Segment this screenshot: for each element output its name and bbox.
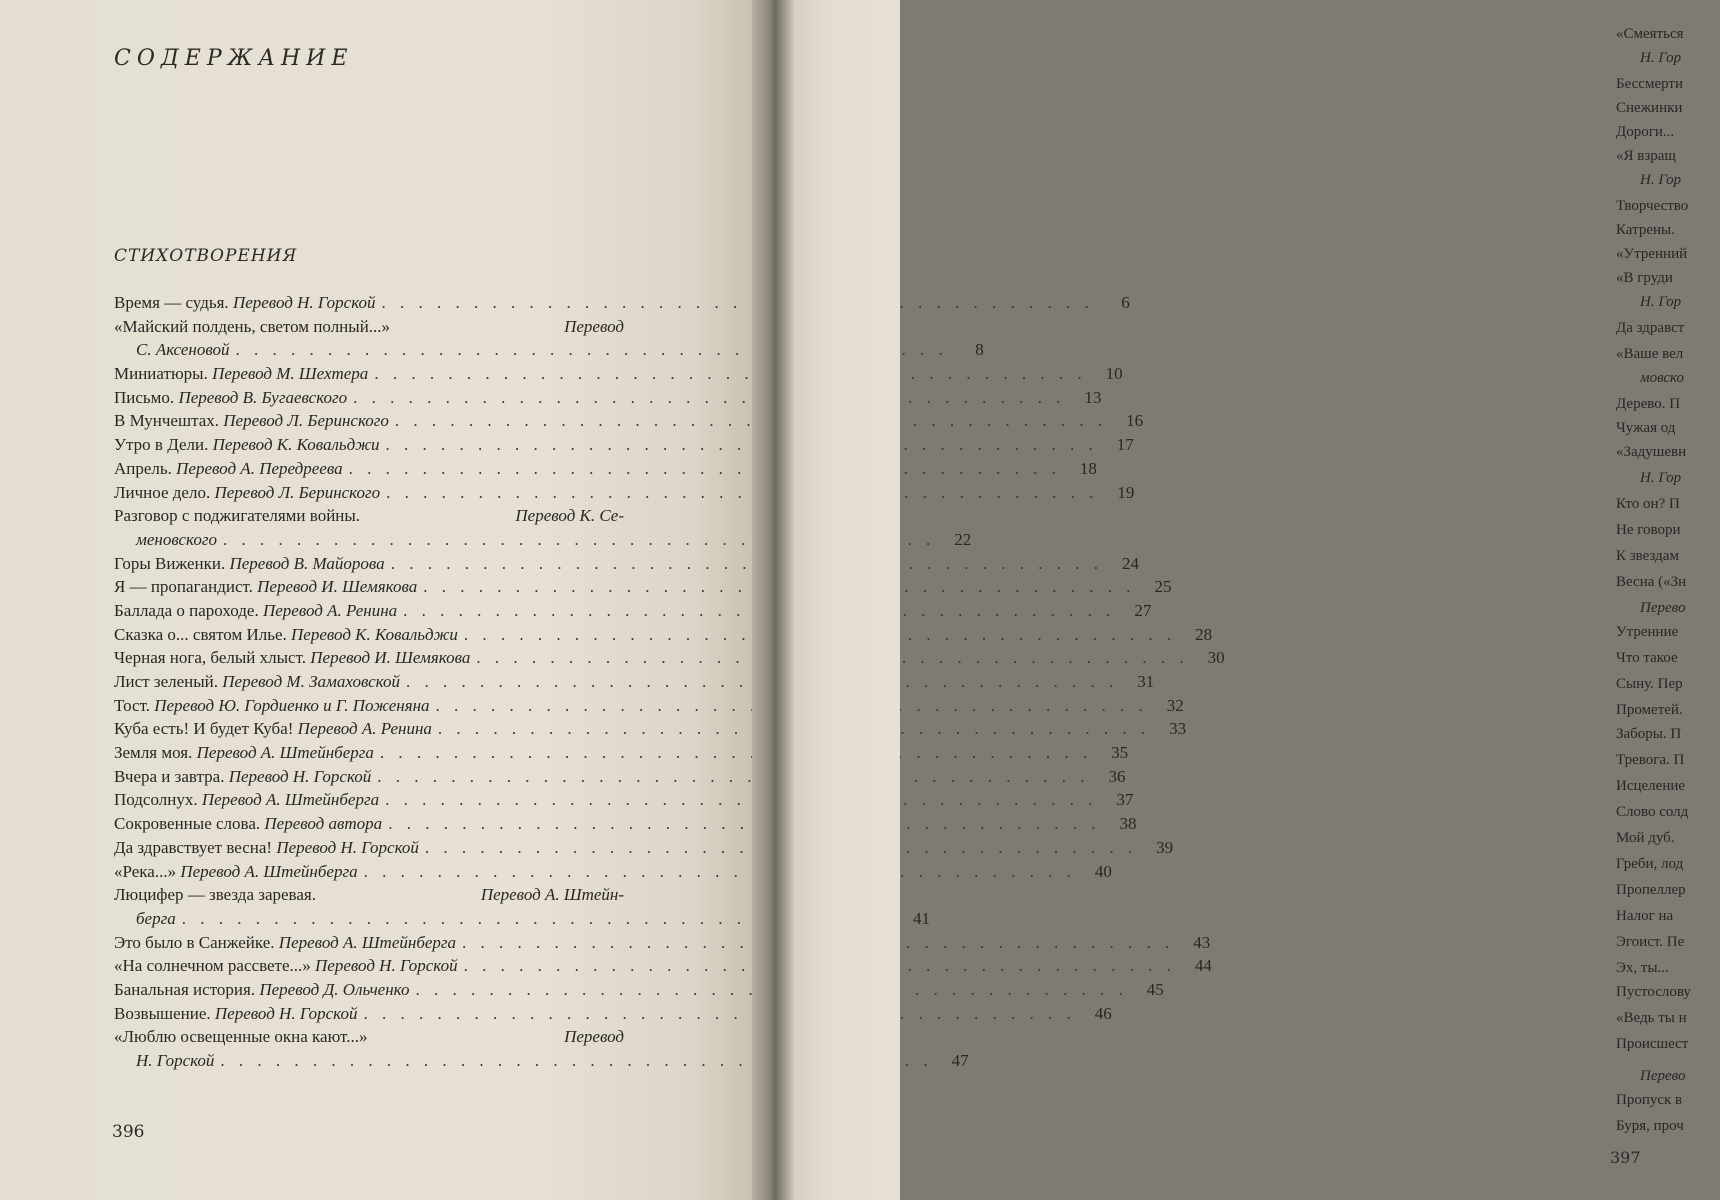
right-page-line: Снежинки bbox=[1616, 100, 1683, 116]
toc-entry bbox=[114, 481, 1135, 505]
right-page-line: Исцеление bbox=[1616, 778, 1686, 794]
right-page-line: Утренние bbox=[1616, 624, 1679, 640]
toc-entry bbox=[114, 883, 930, 930]
toc-entry bbox=[114, 575, 1172, 599]
entry-translator: Перевод К. Ковальджи bbox=[291, 624, 458, 644]
right-page-line: «Я взращ bbox=[1616, 148, 1676, 164]
entry-translator: Перевод К. Се- bbox=[515, 506, 624, 526]
entry-page: 32 bbox=[1166, 695, 1184, 715]
toc-entry bbox=[114, 599, 1152, 623]
right-page-line: Тревога. П bbox=[1616, 752, 1685, 768]
right-page-line: «Ведь ты н bbox=[1616, 1010, 1687, 1026]
toc-entry bbox=[114, 1025, 969, 1072]
entry-title: Люцифер — звезда заревая. bbox=[114, 885, 316, 905]
right-page-line: Слово солд bbox=[1616, 804, 1689, 820]
toc-entry bbox=[114, 433, 1134, 457]
entry-translator: Перевод Н. Горской bbox=[276, 837, 419, 857]
leader-dots bbox=[343, 457, 1061, 481]
entry-translator: Перевод А. Штейнберга bbox=[196, 743, 374, 763]
entry-title: Это было в Санжейке. bbox=[114, 932, 275, 952]
entry-translator: Перевод А. Штейнберга bbox=[201, 790, 380, 810]
toc-entry bbox=[114, 315, 984, 362]
book-gutter bbox=[752, 0, 794, 1200]
section-title: СТИХОТВОРЕНИЯ bbox=[114, 246, 298, 266]
entry-title: Утро в Дели. bbox=[114, 435, 209, 455]
entry-page: 24 bbox=[1121, 553, 1139, 573]
entry-title: Да здравствует весна! bbox=[114, 837, 273, 857]
entry-page: 18 bbox=[1079, 458, 1097, 478]
right-page-line: мовско bbox=[1640, 370, 1684, 386]
entry-title: Горы Виженки. bbox=[114, 553, 226, 573]
right-page-line: Кто он? П bbox=[1616, 496, 1680, 512]
entry-translator: Перевод И. Шемякова bbox=[310, 648, 471, 668]
right-page-line: Буря, проч bbox=[1616, 1118, 1684, 1134]
entry-title: Я — пропагандист. bbox=[114, 577, 253, 597]
entry-page: 36 bbox=[1108, 766, 1126, 786]
entry-translator-cont: С. Аксеновой bbox=[136, 340, 230, 360]
entry-page: 38 bbox=[1119, 814, 1137, 834]
entry-page: 45 bbox=[1146, 979, 1164, 999]
right-page-line: Пропуск в bbox=[1616, 1092, 1683, 1108]
right-page-line: Происшест bbox=[1616, 1036, 1689, 1052]
toc-entry bbox=[114, 552, 1139, 576]
entry-page: 31 bbox=[1137, 672, 1155, 692]
toc-entry bbox=[114, 670, 1155, 694]
leader-dots bbox=[379, 788, 1097, 812]
toc-entry bbox=[114, 978, 1164, 1002]
entry-translator: Перевод В. Майорова bbox=[229, 553, 385, 573]
entry-page: 13 bbox=[1084, 387, 1102, 407]
entry-title: Сокровенные слова. bbox=[114, 814, 261, 834]
leader-dots bbox=[371, 765, 1089, 789]
right-page-line: Эх, ты... bbox=[1616, 960, 1669, 976]
leader-dots bbox=[368, 362, 1086, 386]
entry-translator: Перевод К. Ковальджи bbox=[212, 435, 380, 455]
page-number-left: 396 bbox=[112, 1122, 145, 1142]
right-page-line: «В груди bbox=[1616, 270, 1673, 286]
right-page-line: Дороги... bbox=[1616, 124, 1675, 140]
entry-translator: Перевод А. Передреева bbox=[176, 458, 343, 478]
toc-entry bbox=[114, 291, 1130, 315]
entry-page: 8 bbox=[975, 340, 984, 360]
right-page-line: Заборы. П bbox=[1616, 726, 1682, 742]
entry-page: 19 bbox=[1117, 482, 1135, 502]
right-page-line: «Ваше вел bbox=[1616, 346, 1684, 362]
entry-title: «Майский полдень, светом полный...» bbox=[114, 316, 391, 336]
entry-translator: Перевод Ю. Гордиенко и Г. Поженяна bbox=[154, 695, 430, 715]
right-page-line: Перево bbox=[1640, 1068, 1686, 1084]
right-page-line: К звездам bbox=[1616, 548, 1679, 564]
right-page-line: Н. Гор bbox=[1640, 50, 1682, 66]
entry-page: 44 bbox=[1194, 956, 1212, 976]
right-page-line: Весна («Зн bbox=[1616, 574, 1687, 590]
leader-dots bbox=[380, 481, 1098, 505]
right-page-line: Сыну. Пер bbox=[1616, 676, 1683, 692]
entry-title: Земля моя. bbox=[114, 743, 193, 763]
entry-title: Возвышение. bbox=[114, 1003, 211, 1023]
right-page-line: Н. Гор bbox=[1640, 172, 1682, 188]
entry-translator: Перевод bbox=[564, 1027, 624, 1047]
entry-page: 39 bbox=[1156, 837, 1174, 857]
entry-title: Куба есть! И будет Куба! bbox=[114, 719, 294, 739]
entry-page: 43 bbox=[1193, 932, 1211, 952]
entry-translator: Перевод М. Замаховской bbox=[222, 672, 400, 692]
entry-page: 16 bbox=[1126, 411, 1144, 431]
leader-dots bbox=[382, 812, 1100, 836]
right-page-line: Н. Гор bbox=[1640, 294, 1682, 310]
entry-title: «Река...» bbox=[114, 861, 177, 881]
leader-dots bbox=[376, 291, 1094, 315]
entry-title: Разговор с поджигателями войны. bbox=[114, 506, 361, 526]
leader-dots bbox=[357, 1002, 1075, 1026]
right-page-line: «Утренний bbox=[1616, 246, 1688, 262]
entry-translator: Перевод bbox=[564, 316, 624, 336]
entry-translator: Перевод А. Штейн- bbox=[480, 885, 624, 905]
entry-title: Тост. bbox=[114, 695, 150, 715]
right-page-line: Бессмерти bbox=[1616, 76, 1683, 92]
toc-entry bbox=[114, 623, 1213, 647]
entry-page: 22 bbox=[954, 529, 972, 549]
right-page-line: Пропеллер bbox=[1616, 882, 1686, 898]
right-page-line: Творчество bbox=[1616, 198, 1689, 214]
entry-translator: Перевод Н. Горской bbox=[214, 1003, 358, 1023]
entry-translator: Перевод Л. Беринского bbox=[214, 482, 381, 502]
right-page-line: Не говори bbox=[1616, 522, 1681, 538]
leader-dots bbox=[380, 433, 1098, 457]
right-page-line: Греби, лод bbox=[1616, 856, 1684, 872]
entry-translator-cont: берга bbox=[136, 908, 176, 928]
entry-title: Вчера и завтра. bbox=[114, 766, 225, 786]
leader-dots bbox=[385, 552, 1103, 576]
entry-page: 41 bbox=[912, 908, 930, 928]
right-page-line: Чужая од bbox=[1616, 420, 1676, 436]
toc-entry bbox=[114, 1002, 1112, 1026]
entry-title: Время — судья. bbox=[114, 293, 229, 312]
toc-entry bbox=[114, 741, 1129, 765]
entry-translator: Перевод А. Ренина bbox=[297, 719, 432, 739]
right-page-line: Налог на bbox=[1616, 908, 1674, 924]
entry-title: Миниатюры. bbox=[114, 364, 208, 384]
toc-entry bbox=[114, 788, 1134, 812]
right-page-line: Что такое bbox=[1616, 650, 1678, 666]
entry-page: 10 bbox=[1105, 364, 1123, 384]
entry-title: «На солнечном рассвете...» bbox=[114, 956, 311, 976]
entry-translator: Перевод А. Ренина bbox=[262, 600, 398, 620]
right-page-line: Мой дуб. bbox=[1616, 830, 1675, 846]
entry-translator: Перевод Н. Горской bbox=[315, 956, 458, 976]
entry-title: Подсолнух. bbox=[114, 790, 198, 810]
entry-page: 46 bbox=[1094, 1003, 1112, 1023]
entry-title: Сказка о... святом Илье. bbox=[114, 624, 287, 644]
entry-translator: Перевод В. Бугаевского bbox=[178, 387, 348, 407]
entry-translator: Перевод И. Шемякова bbox=[257, 577, 418, 597]
toc-entry bbox=[114, 504, 972, 551]
entry-page: 37 bbox=[1116, 790, 1134, 810]
entry-translator: Перевод Н. Горской bbox=[232, 293, 376, 312]
entry-title: «Люблю освещенные окна кают...» bbox=[114, 1027, 368, 1047]
entry-title: В Мунчештах. bbox=[114, 411, 219, 431]
entry-page: 47 bbox=[951, 1051, 969, 1071]
entry-translator: Перевод Л. Беринского bbox=[223, 411, 389, 431]
right-page-line: Дерево. П bbox=[1616, 396, 1681, 412]
entry-page: 35 bbox=[1111, 743, 1129, 763]
entry-title: Черная нога, белый хлыст. bbox=[114, 648, 306, 668]
right-page-line: Да здравст bbox=[1616, 320, 1685, 336]
entry-translator: Перевод Н. Горской bbox=[228, 766, 372, 786]
entry-translator: Перевод Д. Ольченко bbox=[259, 979, 410, 999]
entry-page: 25 bbox=[1154, 577, 1172, 597]
toc-entry bbox=[114, 694, 1184, 718]
entry-page: 27 bbox=[1134, 600, 1152, 620]
right-page-line: «Смеяться bbox=[1616, 26, 1684, 42]
leader-dots bbox=[347, 386, 1065, 410]
entry-title: Баллада о пароходе. bbox=[114, 600, 259, 620]
leader-dots bbox=[389, 409, 1107, 433]
entry-page: 28 bbox=[1195, 624, 1213, 644]
toc-entry bbox=[114, 409, 1144, 433]
page-number-right: 397 bbox=[1610, 1148, 1641, 1167]
right-page-line: «Задушевн bbox=[1616, 444, 1687, 460]
entry-page: 17 bbox=[1116, 435, 1134, 455]
toc-entry bbox=[114, 812, 1137, 836]
toc-entry bbox=[114, 954, 1212, 978]
entry-page: 40 bbox=[1094, 861, 1112, 881]
toc-entry bbox=[114, 836, 1174, 860]
leader-dots bbox=[358, 860, 1076, 884]
entry-translator: Перевод А. Штейнберга bbox=[278, 932, 457, 952]
page-title: СОДЕРЖАНИЕ bbox=[114, 46, 354, 71]
toc-entry bbox=[114, 457, 1097, 481]
entry-title: Банальная история. bbox=[114, 979, 256, 999]
toc-entry bbox=[114, 860, 1112, 884]
toc-entry bbox=[114, 717, 1187, 741]
table-of-contents bbox=[114, 291, 1225, 1073]
toc-entry bbox=[114, 362, 1123, 386]
right-page-line: Эгоист. Пе bbox=[1616, 934, 1685, 950]
toc-entry bbox=[114, 931, 1211, 955]
right-page-line: Катрены. bbox=[1616, 222, 1675, 238]
entry-translator: Перевод А. Штейнберга bbox=[180, 861, 358, 881]
toc-entry bbox=[114, 646, 1225, 670]
entry-translator: Перевод автора bbox=[264, 814, 383, 834]
entry-title: Лист зеленый. bbox=[114, 672, 219, 692]
entry-title: Апрель. bbox=[114, 458, 172, 478]
entry-title: Письмо. bbox=[114, 387, 175, 407]
entry-translator-cont: меновского bbox=[136, 529, 217, 549]
leader-dots bbox=[374, 741, 1092, 765]
right-page-line: Пустослову bbox=[1616, 984, 1691, 1000]
toc-entry bbox=[114, 765, 1126, 789]
entry-page: 6 bbox=[1121, 293, 1130, 312]
entry-translator: Перевод М. Шехтера bbox=[212, 364, 369, 384]
right-page-line: Прометей. bbox=[1616, 702, 1683, 718]
entry-title: Личное дело. bbox=[114, 482, 211, 502]
toc-entry bbox=[114, 386, 1102, 410]
right-page-line: Н. Гор bbox=[1640, 470, 1682, 486]
entry-translator-cont: Н. Горской bbox=[136, 1051, 215, 1071]
entry-page: 33 bbox=[1169, 719, 1187, 739]
right-page-line: Перево bbox=[1640, 600, 1686, 616]
entry-page: 30 bbox=[1207, 648, 1225, 668]
